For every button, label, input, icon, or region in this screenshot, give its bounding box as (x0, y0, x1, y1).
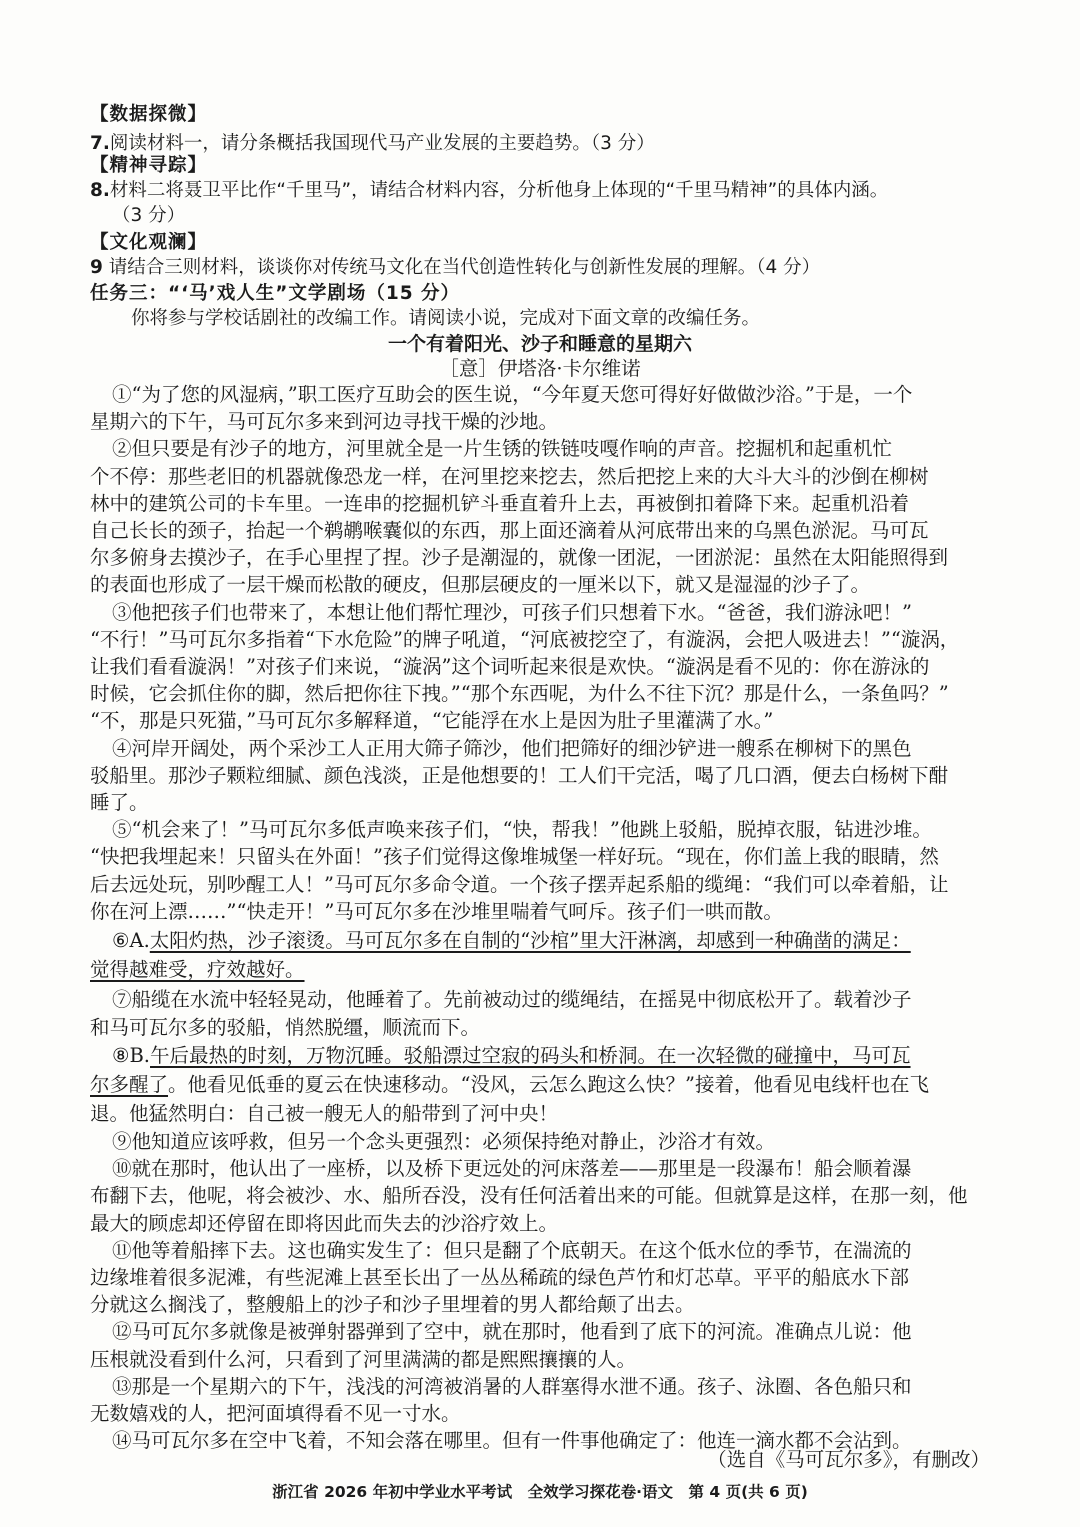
story-line: ⑫马可瓦尔多就像是被弹射器弹到了空中，就在那时，他看到了底下的河流。准确点儿说：他 (112, 1320, 912, 1344)
story-line: ⑭马可瓦尔多在空中飞着，不知会落在哪里。但有一件事他确定了：他连一滴水都不会沾到。 (112, 1429, 912, 1453)
story-line: 自己长长的颈子，抬起一个鹈鹕喉囊似的东西，那上面还滴着从河底带出来的乌黑色淤泥。马可瓦 (90, 519, 929, 542)
page-footer: 浙江省 2026 年初中学业水平考试 全效学习探花卷·语文 第 4 页(共 6 页) (272, 1483, 808, 1501)
story-line: ⑪他等着船摔下去。这也确实发生了：但只是翻了个底朝天。在这个低水位的季节，在湍流的 (112, 1238, 912, 1262)
section-heading-data: 【数据探微】 (90, 104, 208, 125)
question-8-text: 材料二将聂卫平比作“千里马”，请结合材料内容，分析他身上体现的“千里马精神”的具体内涵。 (109, 180, 889, 201)
story-source: （选自《马可瓦尔多》，有删改） (707, 1448, 990, 1471)
story-line: 时候，它会抓住你的脚，然后把你往下拽。”“那个东西呢，为什么不往下沉？那是什么，一条鱼吗？” (90, 682, 949, 706)
story-line: 无数嬉戏的人，把河面填得看不见一寸水。 (90, 1402, 461, 1425)
story-line: 星期六的下午，马可瓦尔多来到河边寻找干燥的沙地。 (90, 410, 559, 434)
section-heading-spirit: 【精神寻踪】 (90, 155, 208, 176)
paragraph-8-line-1 (112, 1041, 1012, 1070)
question-8-number: 8. (90, 180, 110, 201)
story-line: “快把我埋起来！只留头在外面！”孩子们觉得这像堆城堡一样好玩。“现在，你们盖上我的眼睛，然 (90, 845, 939, 869)
story-line: 分就这么搁浅了，整艘船上的沙子和沙子里埋着的男人都给颠了出去。 (90, 1293, 695, 1317)
story-line: 和马可瓦尔多的驳船，悄然脱缰，顺流而下。 (90, 1016, 481, 1039)
story-line: 压根就没看到什么河，只看到了河里满满的都是熙熙攘攘的人。 (90, 1347, 637, 1371)
task-intro: 你将参与学校话剧社的改编工作。请阅读小说，完成对下面文章的改编任务。 (131, 308, 761, 329)
story-line: “不行！”马可瓦尔多指着“下水危险”的牌子吼道，“河底被挖空了，有漩涡，会把人吸进去！”“漩涡， (90, 627, 960, 651)
story-line: ⑦船缆在水流中轻轻晃动，他睡着了。先前被动过的缆绳结，在摇晃中彻底松开了。载着沙子 (112, 988, 912, 1011)
story-line: “不，那是只死猫，”马可瓦尔多解释道，“它能浮在水上是因为肚子里灌满了水。” (90, 709, 774, 733)
question-8-score: （3 分） (112, 205, 186, 226)
story-line: 的表面也形成了一层干燥而松散的硬皮，但那层硬皮的一厘米以下，就又是湿湿的沙子了。 (90, 573, 871, 597)
underlined-passage-b-2: 尔多醒了 (90, 1073, 169, 1096)
marker-b: ⑧B. (112, 1044, 151, 1067)
story-line: 你在河上漂……”“快走开！”马可瓦尔多在沙堆里喘着气呵斥。孩子们一哄而散。 (90, 899, 783, 923)
story-line: ⑩就在那时，他认出了一座桥，以及桥下更远处的河床落差——那里是一段瀑布！船会顺着瀑 (112, 1157, 912, 1181)
story-line: 睡了。 (90, 791, 149, 814)
underlined-passage-b-1: 午后最热的时刻，万物沉睡。驳船漂过空寂的码头和桥洞。在一次轻微的碰撞中，马可瓦 (150, 1044, 911, 1067)
story-author: ［意］伊塔洛·卡尔维诺 (439, 357, 641, 380)
paragraph-6-line-1 (112, 926, 1012, 955)
story-line: ②但只要是有沙子的地方，河里就全是一片生锈的铁链吱嘎作响的声音。挖掘机和起重机忙 (112, 437, 893, 461)
story-line: 最大的顾虑却还停留在即将因此而失去的沙浴疗效上。 (90, 1211, 559, 1235)
underlined-passage-a-1: 太阳灼热，沙子滚烫。马可瓦尔多在自制的“沙棺”里大汗淋漓，却感到一种确凿的满足： (149, 929, 911, 952)
question-9-number: 9 (90, 257, 103, 278)
story-title: 一个有着阳光、沙子和睡意的星期六 (387, 333, 692, 355)
story-line: ①“为了您的风湿病，”职工医疗互助会的医生说，“今年夏天您可得好好做做沙浴。”于是，一个 (112, 383, 913, 406)
paragraph-8-line-2 (90, 1070, 990, 1099)
story-line: ⑨他知道应该呼救，但另一个念头更强烈：必须保持绝对静止，沙浴才有效。 (112, 1130, 776, 1153)
question-9-text: 请结合三则材料，谈谈你对传统马文化在当代创造性转化与创新性发展的理解。（4 分） (108, 257, 821, 278)
task-3-heading: 任务三：“‘马’戏人生”文学剧场（15 分） (90, 283, 461, 304)
story-line: 布翻下去，他呢，将会被沙、水、船所吞没，没有任何活着出来的可能。但就算是这样，在那一刻，他 (90, 1184, 968, 1208)
story-line: 尔多俯身去摸沙子，在手心里捏了捏。沙子是潮湿的，就像一团泥，一团淤泥：虽然在太阳能照得到 (90, 546, 949, 570)
story-line: 个不停：那些老旧的机器就像恐龙一样，在河里挖来挖去，然后把挖上来的大斗大斗的沙倒在柳树 (90, 464, 929, 488)
story-line: 后去远处玩，别吵醒工人！”马可瓦尔多命令道。一个孩子摆弄起系船的缆绳：“我们可以牵着船，让 (90, 872, 949, 896)
paragraph-8-text: 。他看见低垂的夏云在快速移动。“没风，云怎么跑这么快？”接着，他看见电线杆也在飞 (168, 1073, 929, 1096)
paragraph-8-line-3: 退。他猛然明白：自己被一艘无人的船带到了河中央！ (90, 1102, 559, 1125)
question-7-text: 阅读材料一，请分条概括我国现代马产业发展的主要趋势。（3 分） (109, 133, 655, 154)
story-line: 林中的建筑公司的卡车里。一连串的挖掘机铲斗垂直着升上去，再被倒扣着降下来。起重机沿着 (90, 491, 910, 515)
story-line: ③他把孩子们也带来了，本想让他们帮忙理沙，可孩子们只想着下水。“爸爸，我们游泳吧！” (112, 600, 912, 624)
section-heading-culture: 【文化观澜】 (90, 232, 208, 253)
story-line: 边缘堆着很多泥滩，有些泥滩上甚至长出了一丛丛稀疏的绿色芦竹和灯芯草。平平的船底水下部 (90, 1266, 910, 1289)
paragraph-6-line-2 (90, 955, 990, 984)
story-line: ⑬那是一个星期六的下午，浅浅的河湾被消暑的人群塞得水泄不通。孩子、泳圈、各色船只和 (112, 1374, 912, 1398)
underlined-passage-a-2: 觉得越难受，疗效越好。 (90, 958, 305, 981)
marker-a: ⑥A. (112, 929, 150, 952)
story-line: 驳船里。那沙子颗粒细腻、颜色浅淡，正是他想要的！工人们干完活，喝了几口酒，便去白杨树下酣 (90, 763, 949, 787)
story-line: ⑤“机会来了！”马可瓦尔多低声唤来孩子们，“快，帮我！”他跳上驳船，脱掉衣服，钻进沙堆。 (112, 818, 932, 842)
story-line: 让我们看看漩涡！”对孩子们来说，“漩涡”这个词听起来很是欢快。“漩涡是看不见的：你在游泳的 (90, 655, 930, 678)
question-9 (90, 253, 990, 282)
question-7-number: 7. (90, 133, 110, 154)
story-line: ④河岸开阔处，两个采沙工人正用大筛子筛沙，他们把筛好的细沙铲进一艘系在柳树下的黑色 (112, 736, 912, 760)
